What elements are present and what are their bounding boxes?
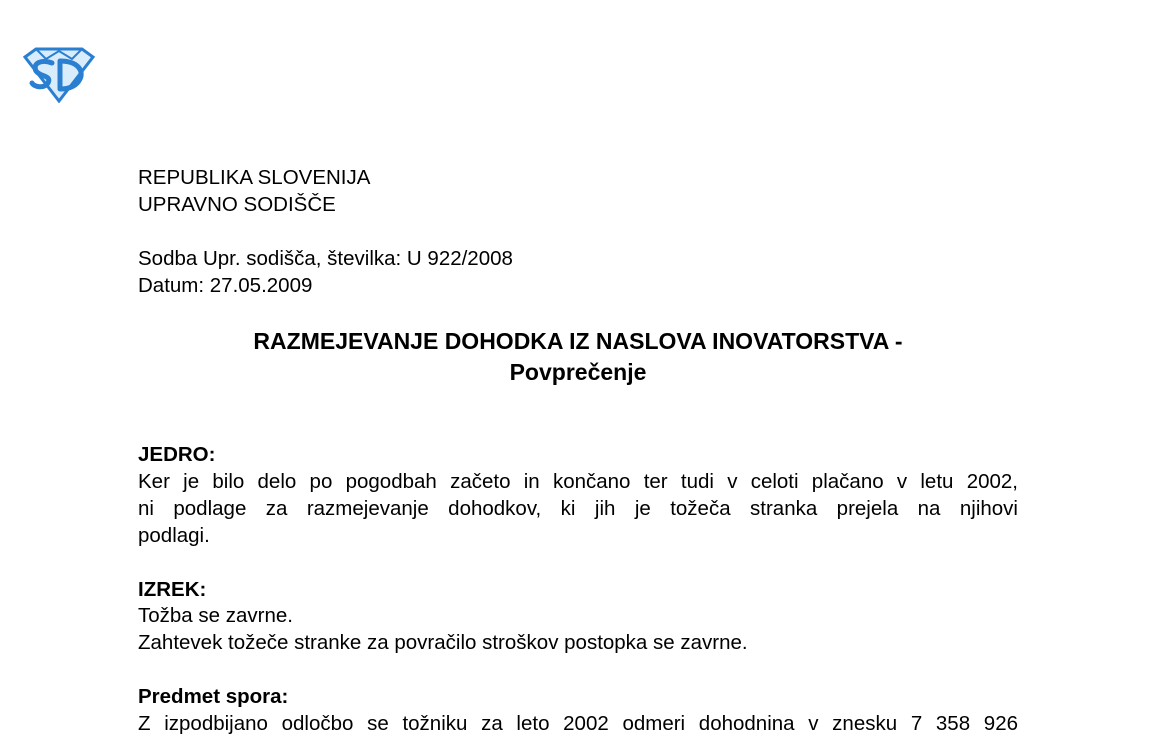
izrek-text-line: Tožba se zavrne.: [138, 604, 293, 627]
case-number: Sodba Upr. sodišča, številka: U 922/2008: [138, 247, 513, 270]
document-subtitle: Povprečenje: [509, 359, 647, 385]
document-title: RAZMEJEVANJE DOHODKA IZ NASLOVA INOVATORSTVA -: [253, 328, 903, 354]
decision-date: Datum: 27.05.2009: [138, 274, 313, 297]
predmet-spora-text-line: Z izpodbijano odločbo se tožniku za leto 2002 odmeri dohodnina v znesku 7 358 926: [138, 712, 1018, 735]
jedro-heading: JEDRO:: [138, 443, 216, 466]
jedro-text-line: ni podlage za razmejevanje dohodkov, ki jih je tožeča stranka prejela na njihovi: [138, 497, 1018, 520]
court-name: UPRAVNO SODIŠČE: [138, 193, 336, 216]
izrek-heading: IZREK:: [138, 578, 207, 601]
predmet-spora-heading: Predmet spora:: [138, 685, 289, 708]
jedro-text-line: Ker je bilo delo po pogodbah začeto in končano ter tudi v celoti plačano v letu 2002,: [138, 470, 1018, 493]
izrek-text-line: Zahtevek tožeče stranke za povračilo stroškov postopka se zavrne.: [138, 631, 748, 654]
country-name: REPUBLIKA SLOVENIJA: [138, 166, 371, 189]
jedro-text-line: podlagi.: [138, 524, 210, 547]
court-logo-icon: [22, 47, 96, 103]
